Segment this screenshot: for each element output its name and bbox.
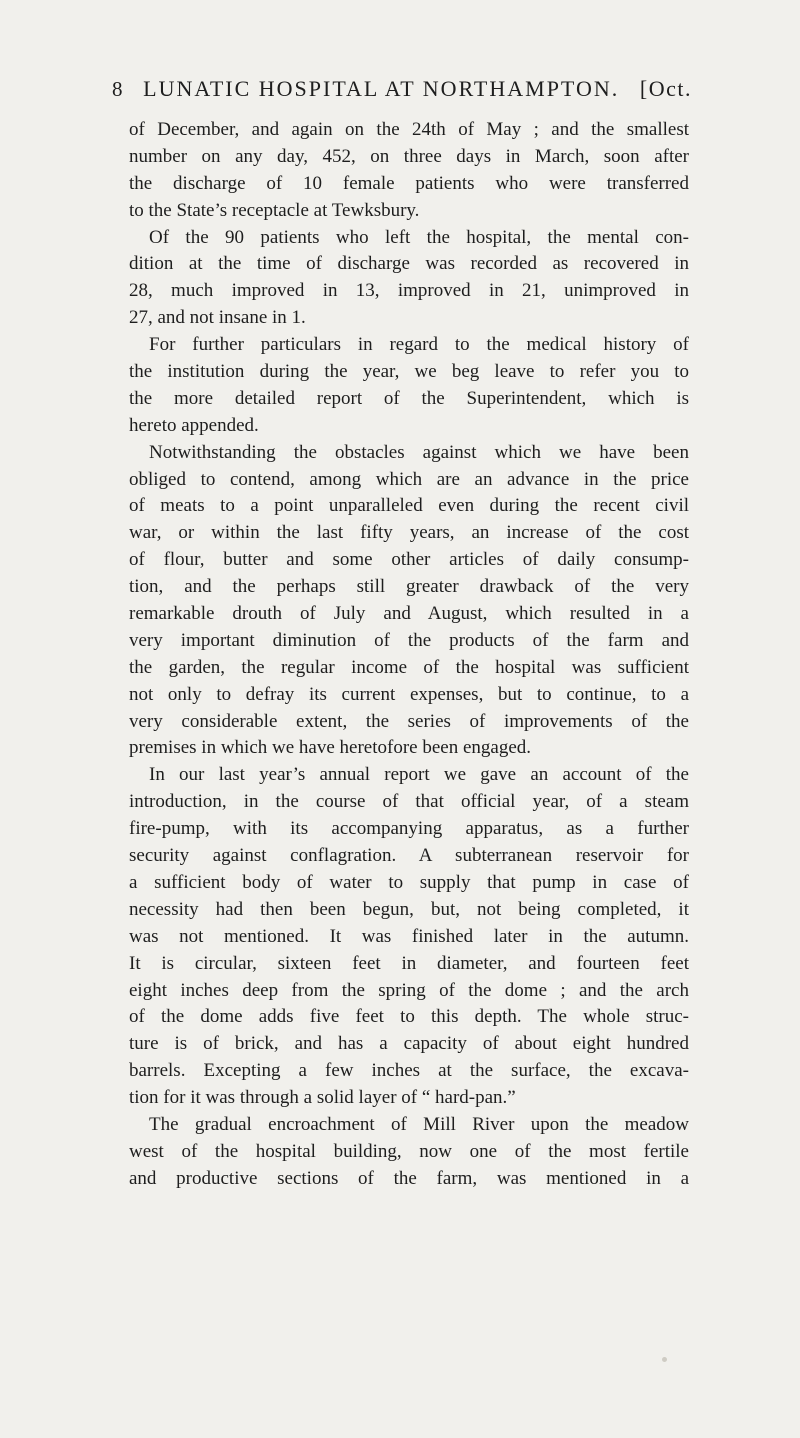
text-line: It is circular, sixteen feet in diameter, and fourteen feet [129,952,689,974]
text-line: For further particulars in regard to the medical history of [149,334,689,356]
running-title: LUNATIC HOSPITAL AT NORTHAMPTON. [143,76,620,101]
text-line: tion for it was through a solid layer of “ hard-pan.” [129,1087,516,1109]
text-line: of December, and again on the 24th of May ; and the smallest [129,119,689,140]
text-line: the more detailed report of the Superintendent, which is [129,387,689,409]
text-line: tion, and the perhaps still greater drawback of the very [129,576,689,598]
text-line: the discharge of 10 female patients who were transferred [129,172,689,194]
paragraph [129,225,689,333]
paragraph [129,440,689,763]
text-line: barrels. Excepting a few inches at the surface, the excava- [129,1060,689,1082]
text-line: In our last year’s annual report we gave an account of the [149,764,689,786]
text-line: Of the 90 patients who left the hospital, the mental con- [149,226,689,248]
text-line: west of the hospital building, now one of the most fertile [129,1140,689,1162]
running-header [112,76,692,102]
text-line: and productive sections of the farm, was mentioned in a [129,1167,689,1189]
paragraph [129,762,689,1112]
paragraph [129,1112,689,1193]
text-line: to the State’s receptacle at Tewksbury. [129,199,420,221]
body-text [129,117,689,1193]
text-line: not only to defray its current expenses, but to continue, to a [129,683,689,705]
text-line: ture is of brick, and has a capacity of about eight hundred [129,1033,689,1055]
text-line: the garden, the regular income of the hospital was sufficient [129,656,689,678]
text-line: of meats to a point unparalleled even during the recent civil [129,495,689,517]
text-line: of the dome adds five feet to this depth. The whole struc- [129,1006,689,1028]
paper-speck [662,1357,667,1362]
text-line: security against conflagration. A subterranean reservoir for [129,845,689,867]
text-line: was not mentioned. It was finished later in the autumn. [129,925,689,947]
text-line: war, or within the last fifty years, an increase of the cost [129,522,689,544]
text-line: 28, much improved in 13, improved in 21, unimproved in [129,280,689,302]
text-line: the institution during the year, we beg leave to refer you to [129,361,689,383]
text-line: a sufficient body of water to supply that pump in case of [129,871,689,893]
paragraph [129,117,689,225]
text-line: hereto appended. [129,414,259,436]
page-number: 8 [112,77,123,101]
text-line: Notwithstanding the obstacles against which we have been [149,441,689,463]
text-line: very important diminution of the products of the farm and [129,629,689,651]
text-line: remarkable drouth of July and August, which resulted in a [129,603,689,625]
text-line: number on any day, 452, on three days in March, soon after [129,145,689,167]
text-line: The gradual encroachment of Mill River upon the meadow [149,1113,689,1135]
text-line: dition at the time of discharge was recorded as recovered in [129,253,689,275]
text-line: fire-pump, with its accompanying apparatus, as a further [129,818,689,840]
text-line: very considerable extent, the series of improvements of the [129,710,689,732]
text-line: obliged to contend, among which are an advance in the price [129,468,689,490]
text-line: 27, and not insane in 1. [129,307,306,329]
text-line: introduction, in the course of that official year, of a steam [129,791,689,813]
text-line: of flour, butter and some other articles of daily consump- [129,549,689,571]
text-line: premises in which we have heretofore been engaged. [129,737,531,759]
text-line: eight inches deep from the spring of the dome ; and the arch [129,979,689,1001]
text-line: necessity had then been begun, but, not being completed, it [129,898,689,920]
paragraph [129,332,689,440]
header-date: [Oct. [639,76,692,101]
